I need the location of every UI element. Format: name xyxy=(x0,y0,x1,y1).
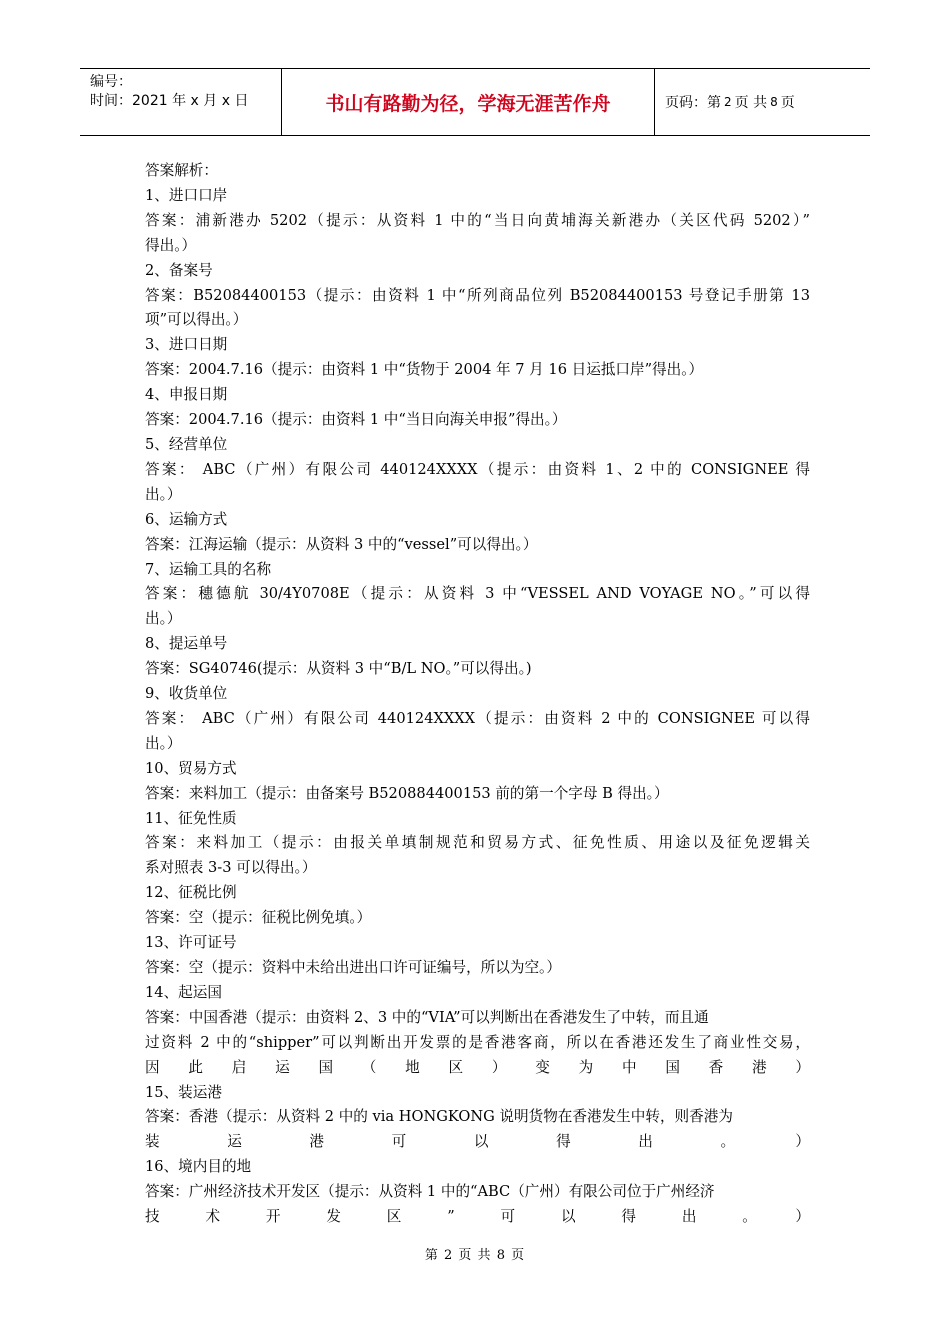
text-line: 答案：空（提示：征税比例免填。） xyxy=(145,909,372,927)
text-line: 9、收货单位 xyxy=(145,685,228,703)
text-line: 12、征税比例 xyxy=(145,884,237,902)
text-line: 答案： ABC（广州）有限公司 440124XXXX（提示：由资料 1、2 中的 CONSIGNEE 得 xyxy=(145,460,810,478)
text-line: 2、备案号 xyxy=(145,261,213,279)
date-label: 时间：2021 年 x 月 x 日 xyxy=(90,93,249,109)
text-line: 答案：香港（提示：从资料 2 中的 via HONGKONG 说明货物在香港发生中转，则香港为 xyxy=(145,1108,733,1126)
text-line: 答案：穗德航 30/4Y0708E（提示：从资料 3 中“VESSEL AND VOYAGE NO。”可以得 xyxy=(145,585,810,603)
page-middle: 页 共 xyxy=(734,95,768,111)
text-line: 答案解析： xyxy=(145,162,218,179)
text-line: 答案：2004.7.16（提示：由资料 1 中“当日向海关申报”得出。） xyxy=(145,411,567,429)
text-line: 装运港可以得出。） xyxy=(145,1133,810,1151)
text-line: 答案：SG40746(提示：从资料 3 中“B/L NO。”可以得出。) xyxy=(145,660,532,678)
page-footer: 第 2 页 共 8 页 xyxy=(424,1248,526,1263)
page-header xyxy=(80,68,870,136)
text-line: 出。） xyxy=(145,610,182,628)
text-line: 10、贸易方式 xyxy=(145,759,237,777)
text-line: 出。） xyxy=(145,734,182,752)
text-line: 得出。） xyxy=(145,236,197,254)
answer-analysis-body xyxy=(145,159,810,1230)
text-line: 答案：浦新港办 5202（提示：从资料 1 中的“当日向黄埔海关新港办（关区代码 5202）” xyxy=(145,211,810,229)
text-line: 答案： ABC（广州）有限公司 440124XXXX（提示：由资料 2 中的 CONSIGNEE 可以得 xyxy=(145,709,810,727)
text-line: 过资料 2 中的“shipper”可以判断出开发票的是香港客商，所以在香港还发生了商业性交易， xyxy=(145,1033,810,1051)
text-line: 答案：来料加工（提示：由报关单填制规范和贸易方式、征免性质、用途以及征免逻辑关 xyxy=(145,834,810,852)
text-line: 项”可以得出。） xyxy=(145,311,248,329)
page-total: 8 xyxy=(770,95,778,109)
text-line: 11、征免性质 xyxy=(145,809,237,827)
text-line: 答案：空（提示：资料中未给出进出口许可证编号，所以为空。） xyxy=(145,959,561,976)
page-prefix: 页码：第 xyxy=(665,95,721,111)
text-line: 13、许可证号 xyxy=(145,934,237,952)
text-line: 技术开发区”可以得出。） xyxy=(145,1208,810,1226)
text-line: 6、运输方式 xyxy=(145,510,228,528)
text-line: 3、进口日期 xyxy=(145,336,228,354)
page-suffix: 页 xyxy=(780,95,795,111)
text-line: 答案：2004.7.16（提示：由资料 1 中“货物于 2004 年 7 月 16 日运抵口岸”得出。） xyxy=(145,361,704,379)
text-line: 答案：广州经济技术开发区（提示：从资料 1 中的“ABC（广州）有限公司位于广州经济 xyxy=(145,1183,715,1201)
text-line: 答案：B52084400153（提示：由资料 1 中“所列商品位列 B52084400153 号登记手册第 13 xyxy=(145,286,810,304)
text-line: 系对照表 3-3 可以得出。） xyxy=(145,859,317,877)
text-line: 答案：江海运输（提示：从资料 3 中的“vessel”可以得出。） xyxy=(145,535,538,553)
header-page-number xyxy=(655,69,870,135)
text-line: 5、经营单位 xyxy=(145,435,228,453)
text-line: 16、境内目的地 xyxy=(145,1158,252,1176)
text-line: 因此启运国（地区）变为中国香港） xyxy=(145,1058,810,1076)
text-line: 15、装运港 xyxy=(145,1083,222,1101)
text-line: 答案：来料加工（提示：由备案号 B520884400153 前的第一个字母 B 得出。） xyxy=(145,784,669,802)
header-motto: 书山有路勤为径，学海无涯苦作舟 xyxy=(282,69,655,135)
text-line: 出。） xyxy=(145,485,182,503)
text-line: 答案：中国香港（提示：由资料 2、3 中的“VIA”可以判断出在香港发生了中转，而且通 xyxy=(145,1008,709,1026)
serial-number-label: 编号： xyxy=(90,74,132,90)
page-current: 2 xyxy=(724,95,732,109)
text-line: 14、起运国 xyxy=(145,983,222,1001)
text-line: 8、提运单号 xyxy=(145,635,228,653)
header-meta xyxy=(80,69,282,135)
text-line: 4、申报日期 xyxy=(145,386,228,404)
text-line: 7、运输工具的名称 xyxy=(145,560,272,578)
text-line: 1、进口口岸 xyxy=(145,186,228,204)
